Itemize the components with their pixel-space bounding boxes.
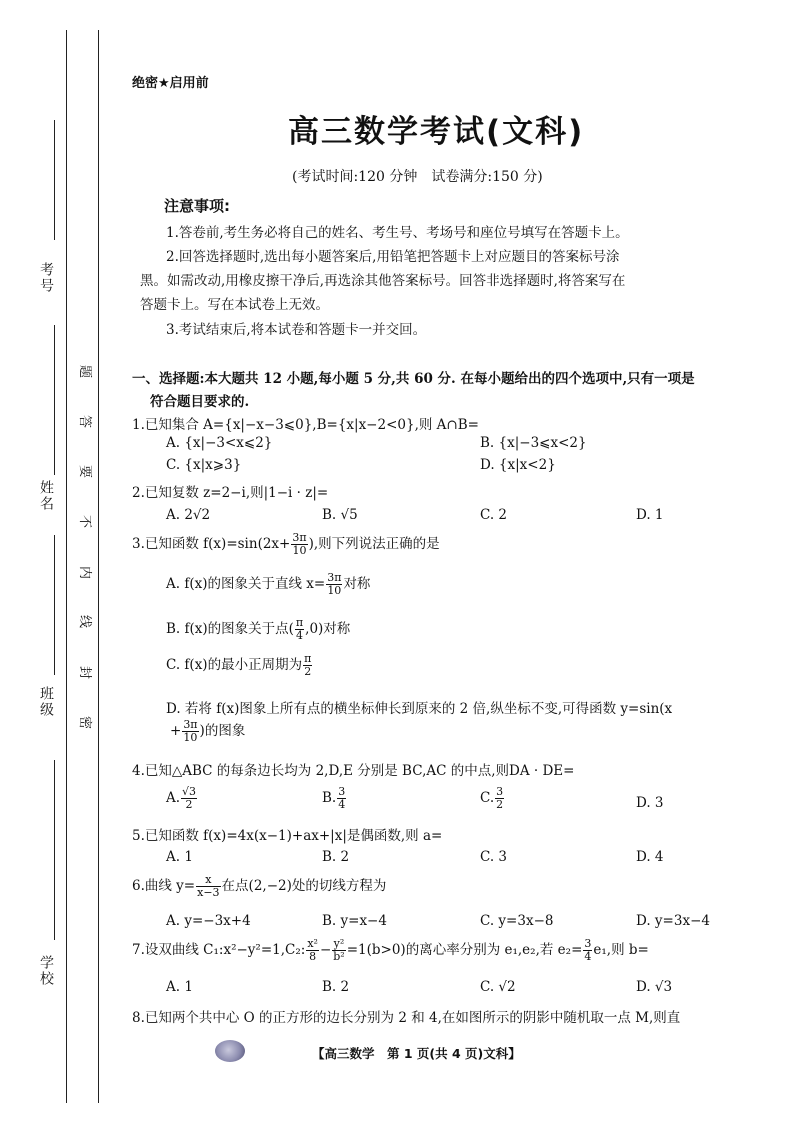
q3-option-c xyxy=(166,653,313,678)
q7-stem xyxy=(132,938,649,963)
q5-option-d: D. 4 xyxy=(636,849,664,865)
q3-c-numerator: π xyxy=(304,652,312,665)
binding-line-outer xyxy=(66,30,67,1103)
q6-stem-fraction xyxy=(196,874,220,899)
q8-stem: 8.已知两个共中心 O 的正方形的边长分别为 2 和 4,在如图所示的阴影中随机取一点 M,则直 xyxy=(132,1010,681,1026)
q3-b-start: B. f(x)的图象关于点( xyxy=(166,621,294,637)
q7-fraction-1-denominator: 8 xyxy=(309,950,317,963)
seal-char-4: 不 xyxy=(77,514,93,529)
q3-stem-end: ),则下列说法正确的是 xyxy=(308,536,440,552)
q3-stem xyxy=(132,532,440,557)
seal-logo-icon xyxy=(215,1040,245,1062)
q5-option-b: B. 2 xyxy=(322,849,350,865)
q7-stem-part-4: e₁,则 b= xyxy=(593,942,649,958)
q3-d-numerator: 3π xyxy=(183,718,198,731)
section-heading-line-1: 一、选择题:本大题共 12 小题,每小题 5 分,共 60 分. 在每小题给出的四个选项中,只有一项是 xyxy=(132,371,695,387)
q7-option-b: B. 2 xyxy=(322,979,350,995)
q3-a-fraction xyxy=(326,572,342,597)
section-heading-line-2: 符合题目要求的. xyxy=(150,394,250,410)
q4-b-numerator: 3 xyxy=(338,785,346,798)
q3-b-fraction xyxy=(295,617,304,642)
notice-line-1: 1.答卷前,考生务必将自己的姓名、考生号、考场号和座位号填写在答题卡上。 xyxy=(166,225,629,241)
secret-mark: 绝密★启用前 xyxy=(132,76,209,91)
notice-line-5: 3.考试结束后,将本试卷和答题卡一并交回。 xyxy=(166,322,427,338)
q4-c-numerator: 3 xyxy=(496,785,504,798)
q3-c-start: C. f(x)的最小正周期为 xyxy=(166,657,303,673)
q2-option-d: D. 1 xyxy=(636,507,664,523)
q4-a-label: A. xyxy=(166,790,181,806)
q3-stem-fraction xyxy=(291,532,307,557)
q3-d-start: + xyxy=(170,723,182,739)
q4-c-denominator: 2 xyxy=(496,798,504,811)
q2-stem: 2.已知复数 z=2−i,则|1−i · z|= xyxy=(132,485,329,501)
q4-a-fraction xyxy=(181,786,197,811)
q3-stem-denominator: 10 xyxy=(292,544,307,557)
q3-option-a xyxy=(166,572,370,597)
seal-char-7: 封 xyxy=(77,665,93,680)
name-label: 姓名 xyxy=(38,480,54,512)
q7-fraction-1-numerator: x² xyxy=(307,937,318,950)
q3-d-fraction xyxy=(182,719,198,744)
q7-stem-part-3: =1(b>0)的离心率分别为 e₁,e₂,若 e₂= xyxy=(346,942,583,958)
exam-no-label: 考号 xyxy=(38,262,54,294)
q7-fraction-3-numerator: 3 xyxy=(584,937,592,950)
q7-fraction-3 xyxy=(583,938,592,963)
q3-d-end: )的图象 xyxy=(199,723,246,739)
q4-c-label: C. xyxy=(480,790,495,806)
q3-option-b xyxy=(166,617,350,642)
page-footer: 【高三数学 第 1 页(共 4 页)文科】 xyxy=(312,1046,521,1061)
q3-a-start: A. f(x)的图象关于直线 x= xyxy=(166,576,326,592)
q3-c-denominator: 2 xyxy=(304,665,312,678)
school-label: 学校 xyxy=(38,955,54,987)
notice-heading: 注意事项: xyxy=(164,197,230,215)
q7-option-d: D. √3 xyxy=(636,979,673,995)
q4-a-numerator: √3 xyxy=(182,785,197,798)
notice-line-3: 黑。如需改动,用橡皮擦干净后,再选涂其他答案标号。回答非选择题时,将答案写在 xyxy=(140,273,626,289)
binding-line-inner xyxy=(98,30,99,1103)
q4-b-label: B. xyxy=(322,790,337,806)
q3-option-d-line-1: D. 若将 f(x)图象上所有点的横坐标伸长到原来的 2 倍,纵坐标不变,可得函数 y=sin(x xyxy=(166,701,673,717)
q4-b-denominator: 4 xyxy=(338,798,346,811)
q4-c-fraction xyxy=(495,786,504,811)
q7-fraction-2-numerator: y² xyxy=(333,937,345,950)
q2-option-b: B. √5 xyxy=(322,507,358,523)
q7-option-a: A. 1 xyxy=(166,979,193,995)
name-underline xyxy=(54,325,55,475)
q7-fraction-2-denominator: b² xyxy=(333,950,345,963)
q3-stem-numerator: 3π xyxy=(292,531,307,544)
exam-time-subtitle: (考试时间:120 分钟 试卷满分:150 分) xyxy=(292,169,543,185)
class-label: 班级 xyxy=(38,686,54,718)
q3-a-denominator: 10 xyxy=(327,584,342,597)
q6-stem-end: 在点(2,−2)处的切线方程为 xyxy=(221,878,387,894)
q3-option-d-line-2 xyxy=(170,719,245,744)
q3-b-denominator: 4 xyxy=(296,629,304,642)
q3-a-end: 对称 xyxy=(343,576,371,592)
q6-stem-numerator: x xyxy=(196,874,220,887)
q7-fraction-1 xyxy=(306,938,319,963)
q7-option-c: C. √2 xyxy=(480,979,516,995)
q3-c-fraction xyxy=(303,653,312,678)
page-title: 高三数学考试(文科) xyxy=(288,114,585,150)
q4-option-a xyxy=(166,786,198,811)
q6-stem-denominator: x−3 xyxy=(197,886,220,899)
exam-no-underline xyxy=(54,120,55,240)
q4-a-denominator: 2 xyxy=(185,798,193,811)
q4-stem: 4.已知△ABC 的每条边长均为 2,D,E 分别是 BC,AC 的中点,则DA · DE= xyxy=(132,763,575,779)
school-underline xyxy=(54,760,55,940)
q1-option-c: C. {x|x⩾3} xyxy=(166,457,242,473)
q5-option-c: C. 3 xyxy=(480,849,508,865)
q7-stem-part-1: 7.设双曲线 C₁:x²−y²=1,C₂: xyxy=(132,942,306,958)
seal-char-5: 内 xyxy=(77,565,93,580)
q6-stem xyxy=(132,874,386,899)
q1-option-a: A. {x|−3<x⩽2} xyxy=(166,435,273,451)
q3-d-denominator: 10 xyxy=(183,731,198,744)
q4-option-b xyxy=(322,786,347,811)
notice-line-4: 答题卡上。写在本试卷上无效。 xyxy=(140,297,329,313)
q1-option-b: B. {x|−3⩽x<2} xyxy=(480,435,587,451)
class-underline xyxy=(54,535,55,675)
q7-stem-part-2: − xyxy=(319,942,332,958)
q3-stem-start: 3.已知函数 f(x)=sin(2x+ xyxy=(132,536,291,552)
seal-char-2: 答 xyxy=(77,414,93,429)
q3-a-numerator: 3π xyxy=(327,571,342,584)
q3-b-numerator: π xyxy=(295,616,304,629)
q7-fraction-2 xyxy=(332,938,345,963)
q5-option-a: A. 1 xyxy=(166,849,193,865)
q1-stem: 1.已知集合 A={x|−x−3⩽0},B={x|x−2<0},则 A∩B= xyxy=(132,417,479,433)
q6-option-b: B. y=x−4 xyxy=(322,913,387,929)
notice-line-2: 2.回答选择题时,选出每小题答案后,用铅笔把答题卡上对应题目的答案标号涂 xyxy=(166,249,620,265)
q5-stem: 5.已知函数 f(x)=4x(x−1)+ax+|x|是偶函数,则 a= xyxy=(132,828,443,844)
q4-option-c xyxy=(480,786,505,811)
seal-char-6: 线 xyxy=(77,614,93,629)
q4-b-fraction xyxy=(337,786,346,811)
q6-option-d: D. y=3x−4 xyxy=(636,913,710,929)
q3-b-end: ,0)对称 xyxy=(305,621,351,637)
seal-char-1: 题 xyxy=(77,364,93,379)
q6-stem-start: 6.曲线 y= xyxy=(132,878,196,894)
q6-option-c: C. y=3x−8 xyxy=(480,913,554,929)
q2-option-c: C. 2 xyxy=(480,507,508,523)
q4-option-d: D. 3 xyxy=(636,795,664,811)
seal-char-8: 密 xyxy=(77,715,93,730)
q1-option-d: D. {x|x<2} xyxy=(480,457,556,473)
q6-option-a: A. y=−3x+4 xyxy=(166,913,251,929)
q7-fraction-3-denominator: 4 xyxy=(584,950,592,963)
seal-char-3: 要 xyxy=(77,464,93,479)
q2-option-a: A. 2√2 xyxy=(166,507,211,523)
